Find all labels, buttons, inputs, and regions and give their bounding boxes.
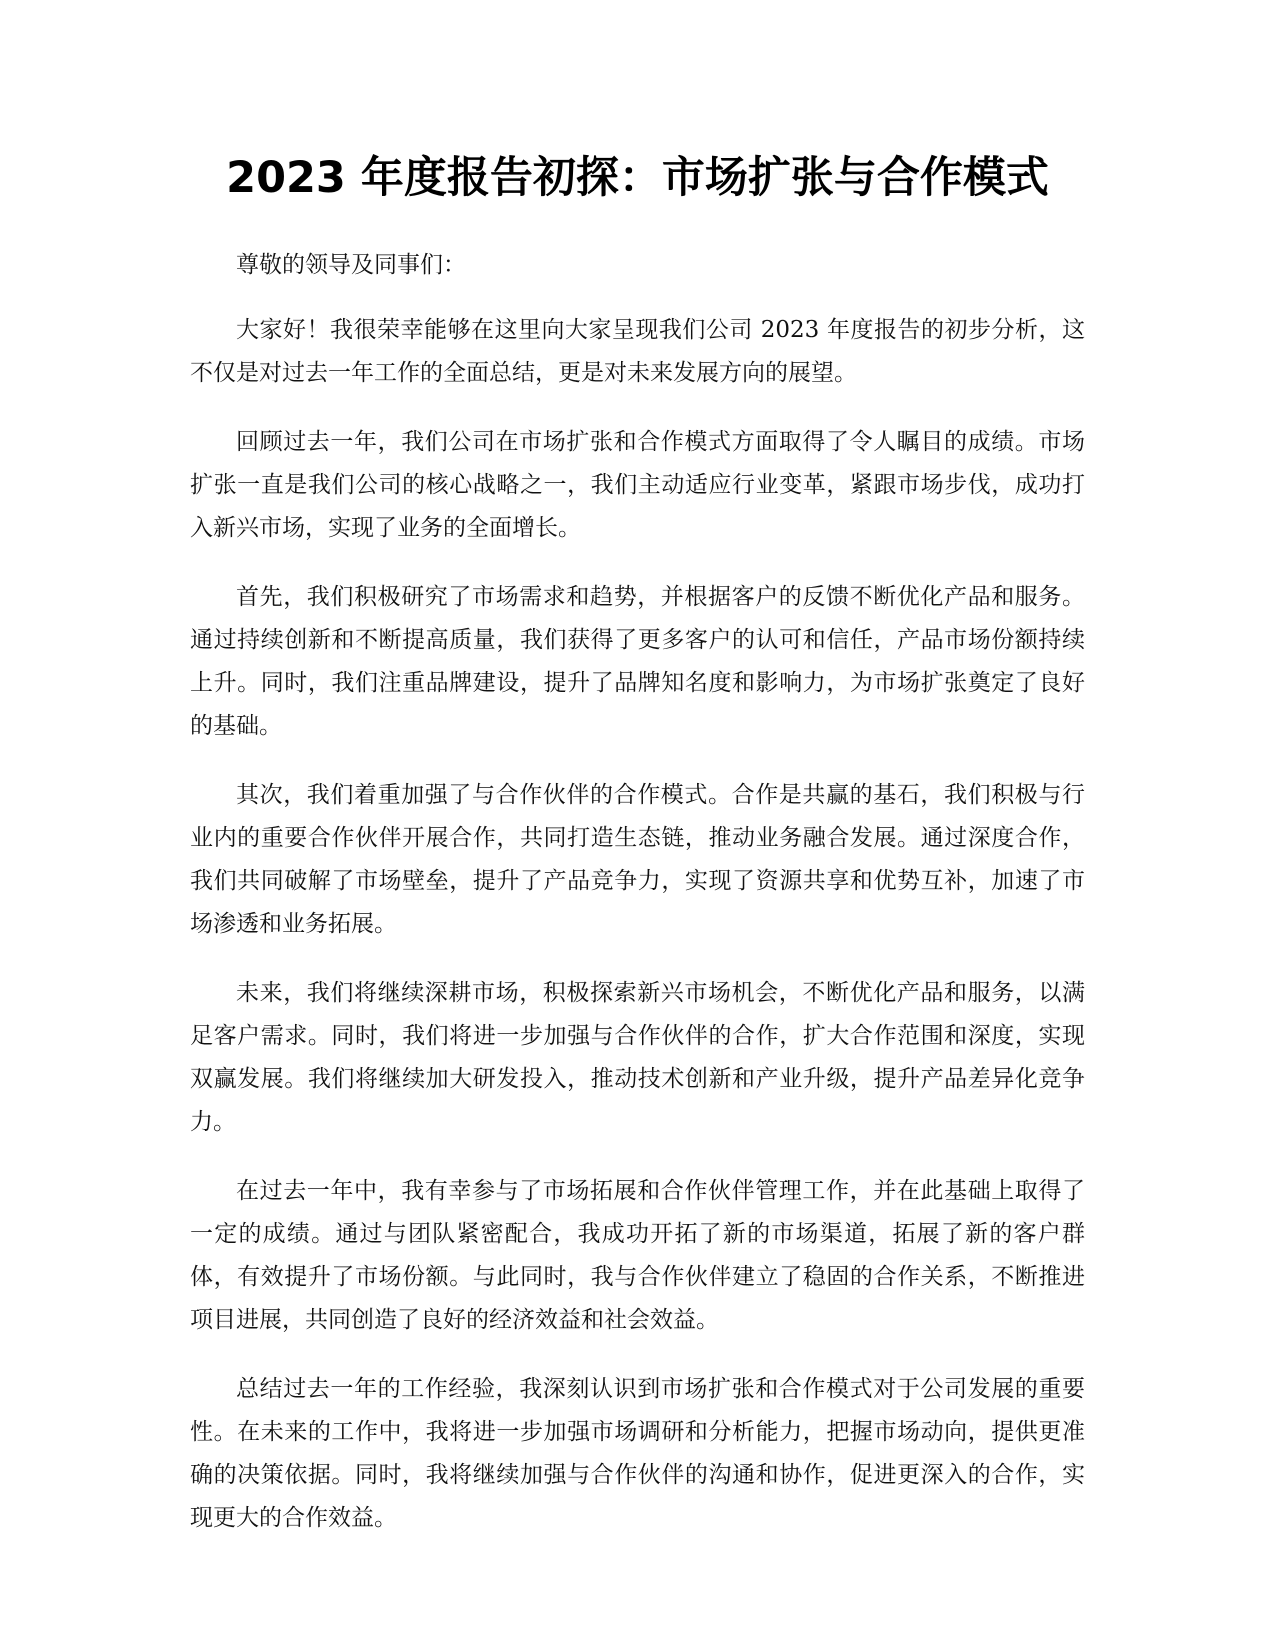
paragraph-personal: 在过去一年中，我有幸参与了市场拓展和合作伙伴管理工作，并在此基础上取得了一定的成绩。通过与团队紧密配合，我成功开拓了新的市场渠道，拓展了新的客户群体，有效提升了市场份额。与此同时，我与合作伙伴建立了稳固的合作关系，不断推进项目进展，共同创造了良好的经济效益和社会效益。 (190, 1178, 1085, 1333)
paragraph-first: 首先，我们积极研究了市场需求和趋势，并根据客户的反馈不断优化产品和服务。通过持续创新和不断提高质量，我们获得了更多客户的认可和信任，产品市场份额持续上升。同时，我们注重品牌建设，提升了品牌知名度和影响力，为市场扩张奠定了良好的基础。 (190, 584, 1085, 739)
paragraph-future: 未来，我们将继续深耕市场，积极探索新兴市场机会，不断优化产品和服务，以满足客户需求。同时，我们将进一步加强与合作伙伴的合作，扩大合作范围和深度，实现双赢发展。我们将继续加大研发投入，推动技术创新和产业升级，提升产品差异化竞争力。 (190, 980, 1085, 1135)
paragraph-intro: 大家好！我很荣幸能够在这里向大家呈现我们公司 2023 年度报告的初步分析，这不仅是对过去一年工作的全面总结，更是对未来发展方向的展望。 (190, 317, 1085, 386)
document-body (190, 244, 1085, 1540)
paragraph-second: 其次，我们着重加强了与合作伙伴的合作模式。合作是共赢的基石，我们积极与行业内的重要合作伙伴开展合作，共同打造生态链，推动业务融合发展。通过深度合作，我们共同破解了市场壁垒，提升了产品竞争力，实现了资源共享和优势互补，加速了市场渗透和业务拓展。 (190, 782, 1085, 937)
paragraph-summary: 总结过去一年的工作经验，我深刻认识到市场扩张和合作模式对于公司发展的重要性。在未来的工作中，我将进一步加强市场调研和分析能力，把握市场动向，提供更准确的决策依据。同时，我将继续加强与合作伙伴的沟通和协作，促进更深入的合作，实现更大的合作效益。 (190, 1376, 1085, 1531)
paragraph-greeting: 尊敬的领导及同事们： (236, 252, 466, 278)
paragraph-review: 回顾过去一年，我们公司在市场扩张和合作模式方面取得了令人瞩目的成绩。市场扩张一直是我们公司的核心战略之一，我们主动适应行业变革，紧跟市场步伐，成功打入新兴市场，实现了业务的全面增长。 (190, 429, 1085, 541)
document-title: 2023 年度报告初探：市场扩张与合作模式 (226, 153, 1049, 203)
